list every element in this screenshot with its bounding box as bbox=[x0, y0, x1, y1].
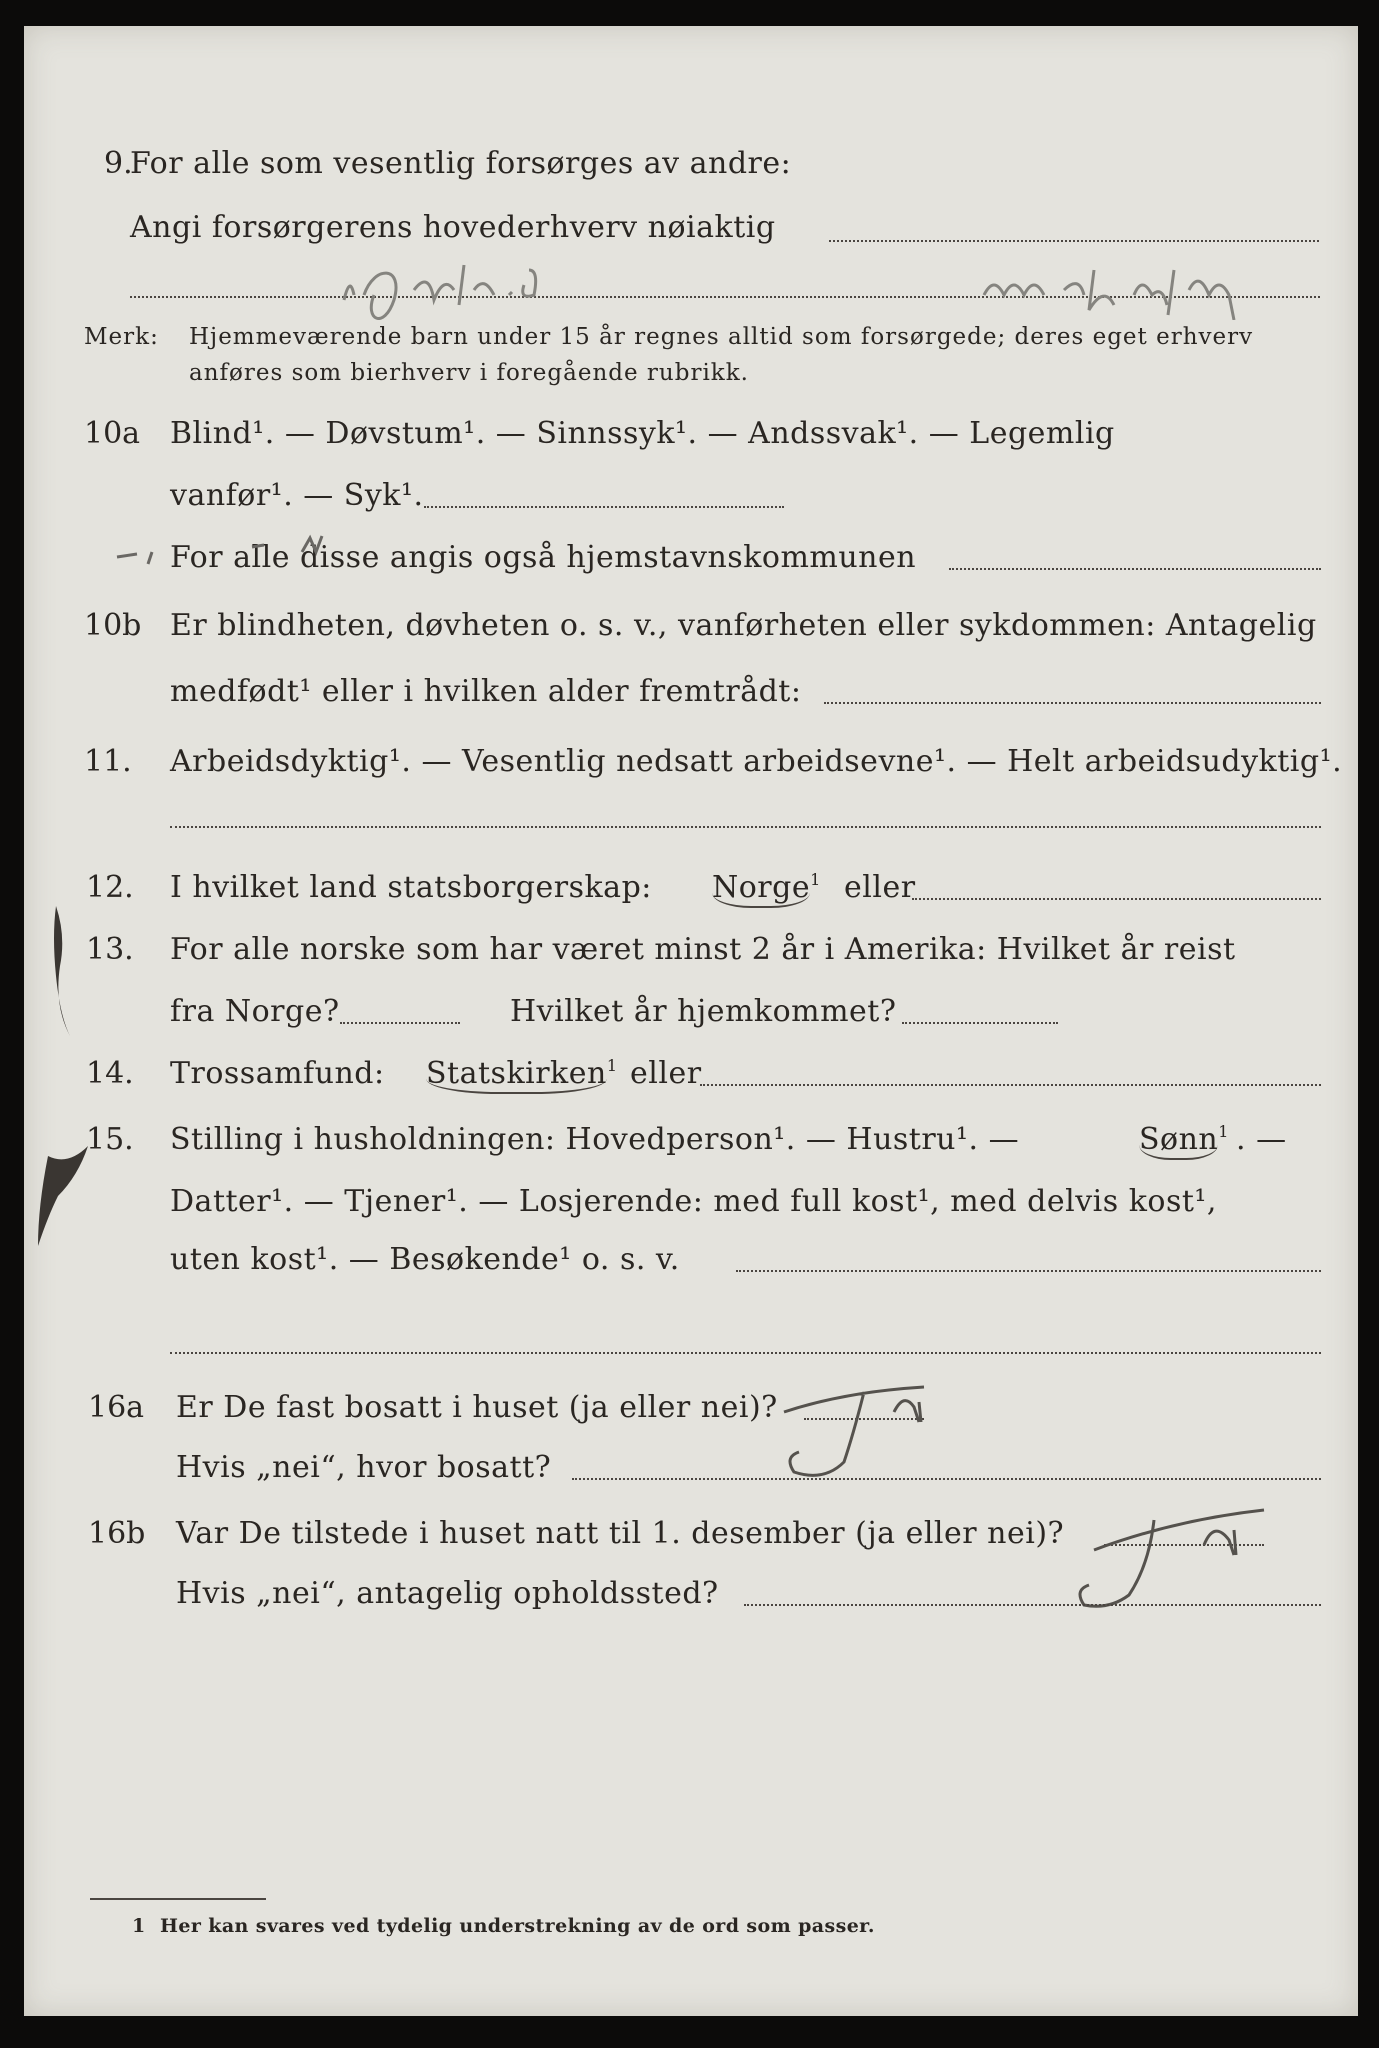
q15-line3: uten kost¹. — Besøkende¹ o. s. v. bbox=[170, 1242, 680, 1277]
q14-line1-statskirken: Statskirken$^1$ bbox=[426, 1056, 618, 1092]
q16a-line1: Er De fast bosatt i huset (ja eller nei)? bbox=[176, 1390, 778, 1425]
q11-answer-line[interactable] bbox=[170, 826, 1321, 828]
q9-number: 9. bbox=[104, 146, 133, 181]
q12-answer-line[interactable] bbox=[912, 898, 1321, 900]
q13-line2a: fra Norge? bbox=[170, 994, 340, 1029]
q9-answer-line[interactable] bbox=[829, 240, 1319, 242]
q12-line1a: I hvilket land statsborgerskap: bbox=[170, 870, 652, 905]
pencil-mark bbox=[112, 532, 362, 572]
footnote-text: Her kan svares ved tydelig understrekning av de ord som passer. bbox=[160, 1915, 875, 1937]
q9-handwriting bbox=[324, 250, 1364, 320]
q11-line1: Arbeidsdyktig¹. — Vesentlig nedsatt arbeidsevne¹. — Helt arbeidsudyktig¹. bbox=[170, 744, 1343, 779]
q13-year-left-line[interactable] bbox=[340, 1022, 460, 1024]
q9-line2: Angi forsørgerens hovederhverv nøiaktig bbox=[130, 210, 776, 245]
q15-number: 15. bbox=[86, 1122, 134, 1157]
q10a-answer-line[interactable] bbox=[424, 506, 784, 508]
q15-line1c: . — bbox=[1236, 1122, 1287, 1157]
merk-line2: anføres som bierhverv i foregående rubrikk. bbox=[189, 360, 749, 386]
q16b-number: 16b bbox=[88, 1516, 146, 1551]
q14-statskirken-underlined: Statskirken bbox=[426, 1056, 607, 1094]
q15-line2: Datter¹. — Tjener¹. — Losjerende: med full kost¹, med delvis kost¹, bbox=[170, 1184, 1217, 1219]
q10a-line1: Blind¹. — Døvstum¹. — Sinnssyk¹. — Andssvak¹. — Legemlig bbox=[170, 416, 1115, 451]
merk-label: Merk: bbox=[84, 324, 159, 350]
q10a-home-line[interactable] bbox=[949, 568, 1321, 570]
q16a-number: 16a bbox=[88, 1390, 145, 1425]
q16b-handwriting-ja bbox=[1024, 1500, 1304, 1620]
q10b-line2: medfødt¹ eller i hvilken alder fremtrådt: bbox=[170, 674, 802, 709]
q10a-line3: For alle disse angis også hjemstavnskommunen bbox=[170, 540, 917, 575]
q13-line2b: Hvilket år hjemkommet? bbox=[510, 994, 897, 1029]
footnote-rule bbox=[90, 1898, 266, 1900]
q16a-handwriting-ja bbox=[744, 1372, 964, 1492]
q10b-line1: Er blindheten, døvheten o. s. v., vanførheten eller sykdommen: Antagelig bbox=[170, 608, 1317, 643]
q13-line1: For alle norske som har været minst 2 år i Amerika: Hvilket år reist bbox=[170, 932, 1236, 967]
q13-year-returned-line[interactable] bbox=[902, 1022, 1058, 1024]
ink-stain bbox=[18, 886, 98, 1286]
q12-norge-underlined: Norge bbox=[712, 870, 810, 908]
q15-sonn-underlined: Sønn bbox=[1139, 1122, 1218, 1160]
q16b-line2: Hvis „nei“, antagelig opholdssted? bbox=[176, 1576, 719, 1611]
q10a-line2: vanfør¹. — Syk¹. bbox=[170, 478, 424, 513]
q14-answer-line[interactable] bbox=[700, 1084, 1321, 1086]
q15-line1-sonn: Sønn$^1$ bbox=[1139, 1122, 1229, 1158]
footnote-mark: 1 bbox=[132, 1915, 146, 1937]
form-page bbox=[24, 26, 1358, 2016]
q16a-line2: Hvis „nei“, hvor bosatt? bbox=[176, 1450, 552, 1485]
q15-line1a: Stilling i husholdningen: Hovedperson¹. — Hustru¹. — bbox=[170, 1122, 1020, 1157]
q10b-number: 10b bbox=[84, 608, 142, 643]
q14-line1c: eller bbox=[630, 1056, 702, 1091]
q13-number: 13. bbox=[86, 932, 134, 967]
q14-number: 14. bbox=[86, 1056, 134, 1091]
q16a-where-line[interactable] bbox=[572, 1478, 1321, 1480]
q14-line1a: Trossamfund: bbox=[170, 1056, 385, 1091]
q16b-where-line[interactable] bbox=[744, 1604, 1321, 1606]
q12-number: 12. bbox=[86, 870, 134, 905]
q15-answer-line-2[interactable] bbox=[170, 1352, 1321, 1354]
q16b-line1: Var De tilstede i huset natt til 1. desember (ja eller nei)? bbox=[176, 1516, 1065, 1551]
q10b-answer-line[interactable] bbox=[824, 702, 1321, 704]
merk-line1: Hjemmeværende barn under 15 år regnes alltid som forsørgede; deres eget erhverv bbox=[189, 324, 1254, 350]
q15-answer-line[interactable] bbox=[736, 1270, 1321, 1272]
q12-line1-norge: Norge$^1$ bbox=[712, 870, 821, 906]
q12-line1c: eller bbox=[844, 870, 916, 905]
q11-number: 11. bbox=[84, 744, 132, 779]
q10a-number: 10a bbox=[84, 416, 141, 451]
q9-line1: For alle som vesentlig forsørges av andre: bbox=[130, 146, 792, 181]
